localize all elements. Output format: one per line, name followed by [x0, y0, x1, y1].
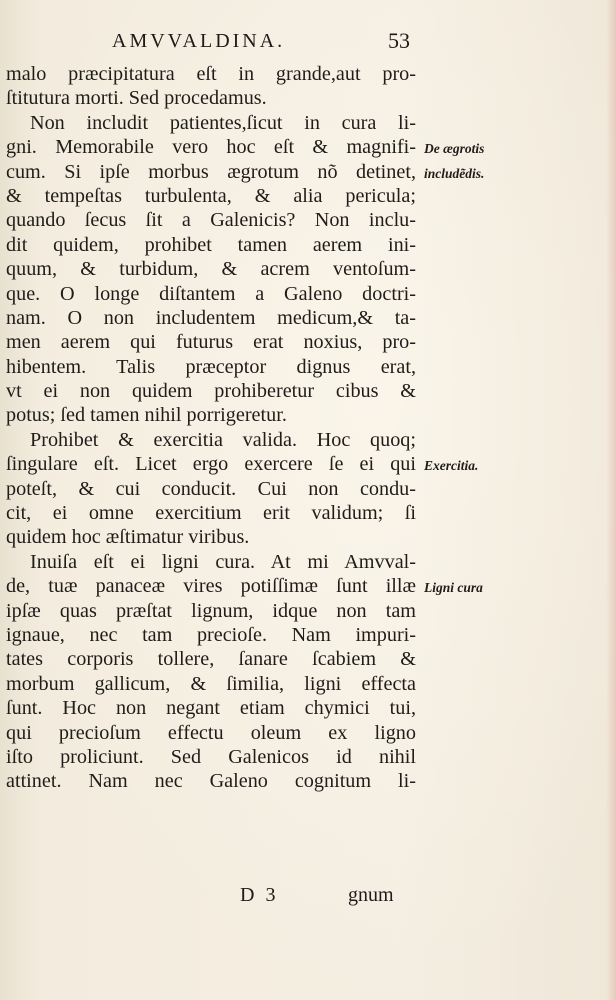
text-line: & tempeſtas turbulenta, & alia pericula;: [6, 184, 416, 207]
text-line: ſunt. Hoc non negant etiam chymici tui,: [6, 697, 416, 720]
text-line: cum. Si ipſe morbus ægrotum nõ detinet,: [6, 160, 416, 183]
text-line: quando ſecus ſit a Galenicis? Non inclu-: [6, 209, 416, 232]
text-line: ſingulare eſt. Licet ergo exercere ſe ei qui: [6, 453, 416, 476]
text-line: quum, & turbidum, & acrem ventoſum-: [6, 258, 416, 281]
text-line: nam. O non includentem medicum,& ta-: [6, 306, 416, 329]
text-line: attinet. Nam nec Galeno cognitum li-: [6, 770, 416, 793]
text-line: que. O longe diſtantem a Galeno doctri-: [6, 282, 416, 305]
text-line: quidem hoc æſtimatur viribus.: [6, 526, 250, 549]
text-line: cit, ei omne exercitium erit validum; ſi: [6, 502, 416, 525]
text-line: men aerem qui futurus erat noxius, pro-: [6, 331, 416, 354]
text-line: gni. Memorabile vero hoc eſt & magnifi-: [6, 136, 416, 159]
text-line: de, tuæ panaceæ vires potiſſimæ ſunt illæ: [6, 575, 416, 598]
body-text: [6, 62, 416, 794]
page-number: 53: [388, 28, 410, 53]
text-line: ignaue, nec tam precioſe. Nam impuri-: [6, 623, 416, 646]
text-line: Prohibet & exercitia valida. Hoc quoq;: [30, 428, 416, 451]
text-line: Inuiſa eſt ei ligni cura. At mi Amvval-: [30, 550, 416, 573]
text-line: iſto proliciunt. Sed Galenicos id nihil: [6, 745, 416, 768]
text-line: potus; ſed tamen nihil porrigeretur.: [6, 404, 287, 427]
running-title: AMVVALDINA.: [112, 30, 286, 52]
text-line: morbum gallicum, & ſimilia, ligni effecta: [6, 672, 416, 695]
page-edge: [606, 0, 616, 1000]
page-header: [0, 22, 616, 62]
text-line: vt ei non quidem prohiberetur cibus &: [6, 380, 416, 403]
marginal-note: Ligni cura: [424, 580, 483, 596]
text-line: poteſt, & cui conducit. Cui non condu-: [6, 477, 416, 500]
page-footer: [0, 884, 616, 914]
text-line: ipſæ quas præſtat lignum, idque non tam: [6, 599, 416, 622]
text-line: tates corporis tollere, ſanare ſcabiem &: [6, 648, 416, 671]
catchword: gnum: [348, 884, 394, 906]
marginal-note: includẽdis.: [424, 165, 485, 181]
text-line: qui precioſum effectu oleum ex ligno: [6, 721, 416, 744]
text-line: Non includit patientes,ſicut in cura li-: [30, 111, 416, 134]
text-line: hibentem. Talis præceptor dignus erat,: [6, 355, 416, 378]
signature-mark: D 3: [240, 884, 276, 906]
marginal-note: Exercitia.: [424, 458, 479, 474]
text-line: ſtitutura morti. Sed procedamus.: [6, 87, 267, 110]
text-line: malo præcipitatura eſt in grande,aut pro-: [6, 63, 416, 85]
text-line: dit quidem, prohibet tamen aerem ini-: [6, 233, 416, 256]
marginal-note: De ægrotis: [424, 141, 485, 157]
